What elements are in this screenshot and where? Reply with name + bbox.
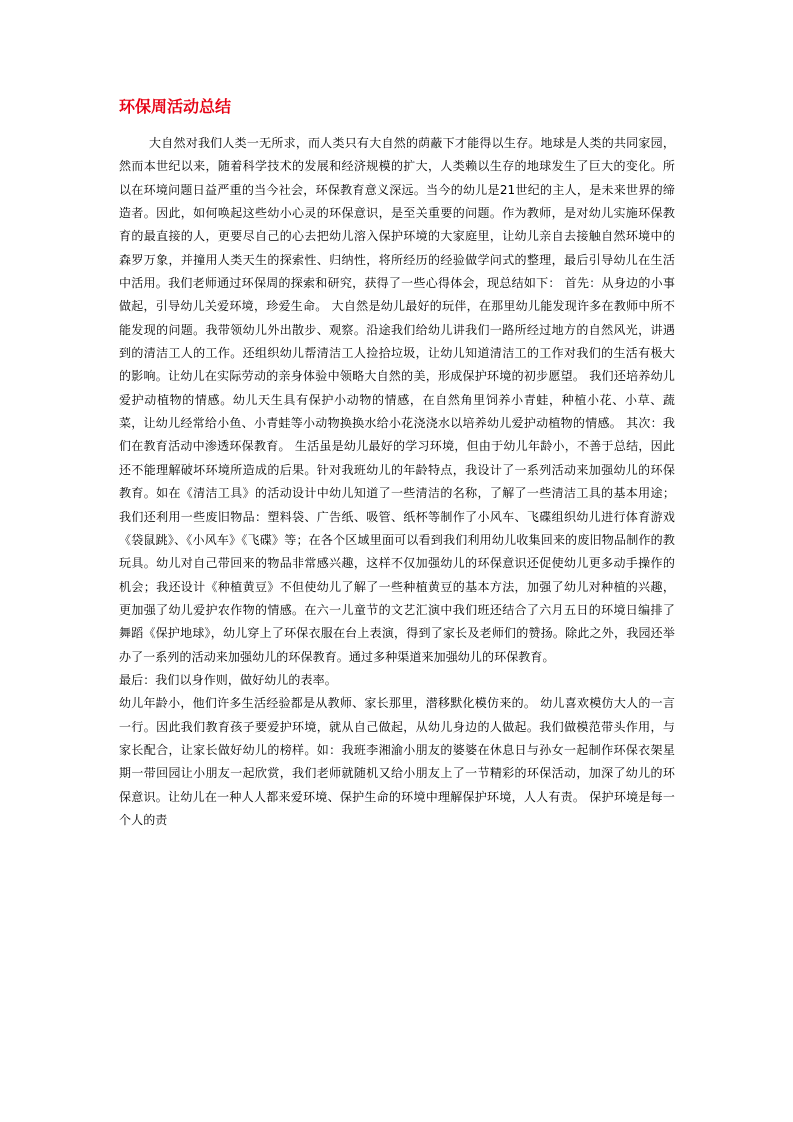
document-body [119,132,675,832]
paragraph-role-model: 幼儿年龄小，他们许多生活经验都是从教师、家长那里，潜移默化模仿来的。 幼儿喜欢模仿大人的一言一行。因此我们教育孩子要爱护环境，就从自己做起，从幼儿身边的人做起。我们做模范带头作用，与家长配合，让家长做好幼儿的榜样。如：我班李湘渝小朋友的婆婆在休息日与孙女一起制作环保衣架星期一带回园让小朋友一起欣赏，我们老师就随机又给小朋友上了一节精彩的环保活动，加深了幼儿的环保意识。让幼儿在一种人人都来爱环境、保护生命的环境中理解保护环境，人人有责。 保护环境是每一个人的责 [119,696,675,827]
paragraph-intro: 大自然对我们人类一无所求，而人类只有大自然的荫蔽下才能得以生存。地球是人类的共同家园，然而本世纪以来，随着科学技术的发展和经济规模的扩大，人类赖以生存的地球发生了巨大的变化。所以在环境问题日益严重的当今社会，环保教育意义深远。当今的幼儿是21世纪的主人，是未来世界的缔造者。因此，如何唤起这些幼小心灵的环保意识，是至关重要的问题。作为教师，是对幼儿实施环保教育的最直接的人，更要尽自己的心去把幼儿溶入保护环境的大家庭里，让幼儿亲自去接触自然环境中的森罗万象，并撞用人类天生的探索性、归纳性，将所经历的经验做学问式的整理，最后引导幼儿在生活中活用。我们老师通过环保周的探索和研究，获得了一些心得体会，现总结如下： 首先：从身边的小事做起，引导幼儿关爱环境，珍爱生命。 大自然是幼儿最好的玩伴，在那里幼儿能发现许多在教师中所不能发现的问题。我带领幼儿外出散步、观察。沿途我们给幼儿讲我们一路所经过地方的自然风光，讲遇到的清洁工人的工作。还组织幼儿帮清洁工人捡拾垃圾，让幼儿知道清洁工的工作对我们的生活有极大的影响。让幼儿在实际劳动的亲身体验中领略大自然的美，形成保护环境的初步愿望。 我们还培养幼儿爱护动植物的情感。幼儿天生具有保护小动物的情感，在自然角里饲养小青蛙，种植小花、小草、蔬菜，让幼儿经常给小鱼、小青蛙等小动物换换水给小花浇浇水以培养幼儿爱护动植物的情感。 其次：我们在教育活动中渗透环保教育。 生活虽是幼儿最好的学习环境，但由于幼儿年龄小，不善于总结，因此还不能理解破坏环境所造成的后果。针对我班幼儿的年龄特点，我设计了一系列活动来加强幼儿的环保教育。如在《清洁工具》的活动设计中幼儿知道了一些清洁的名称，了解了一些清洁工具的基本用途；我们还利用一些废旧物品：塑料袋、广告纸、吸管、纸杯等制作了小风车、飞碟组织幼儿进行体育游戏《袋鼠跳》、《小风车》《飞碟》等；在各个区域里面可以看到我们利用幼儿收集回来的废旧物品制作的教玩具。幼儿对自己带回来的物品非常感兴趣，这样不仅加强幼儿的环保意识还促使幼儿更多动手操作的机会；我还设计《种植黄豆》不但使幼儿了解了一些种植黄豆的基本方法，加强了幼儿对种植的兴趣，更加强了幼儿爱护农作物的情感。在六一儿童节的文艺汇演中我们班还结合了六月五日的环境日编排了舞蹈《保护地球》，幼儿穿上了环保衣服在台上表演，得到了家长及老师们的赞扬。除此之外，我园还举办了一系列的活动来加强幼儿的环保教育。通过多种渠道来加强幼儿的环保教育。 [119,136,675,664]
document-title: 环保周活动总结 [119,97,232,116]
paragraph-finally-heading: 最后：我们以身作则，做好幼儿的表率。 [119,672,337,687]
